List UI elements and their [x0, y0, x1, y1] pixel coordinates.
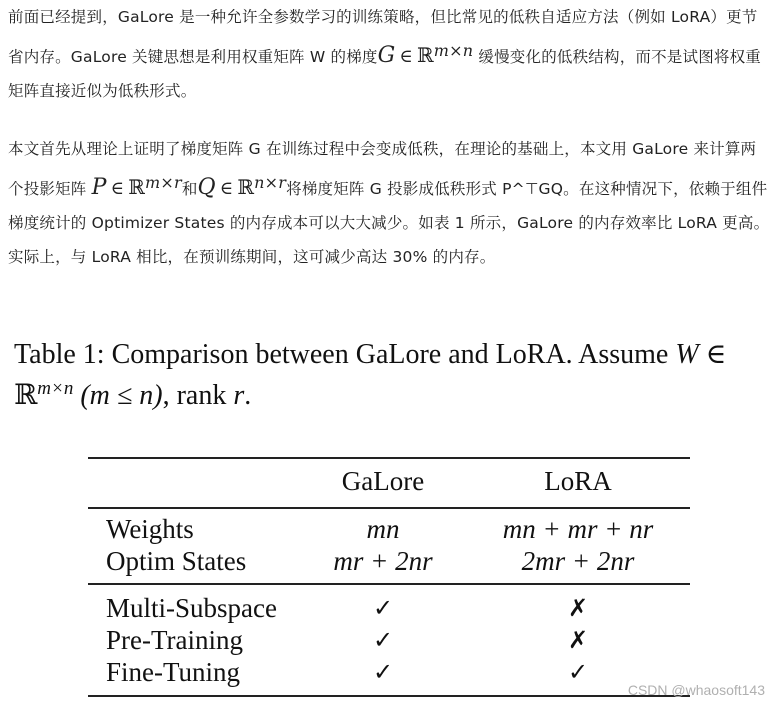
row-label-fine-tuning: Fine-Tuning [106, 657, 241, 687]
table-caption: Table 1: Comparison between GaLore and LoRA. Assume W ∈ ℝ$^{m\times n}$ (m ≤ n), rank r. [14, 339, 727, 411]
check-icon: ✓ [372, 626, 394, 654]
check-icon: ✓ [372, 594, 394, 622]
table-top-rule [88, 457, 690, 459]
header-lora: LoRA [544, 466, 612, 496]
watermark-text: CSDN @whaosoft143 [627, 682, 765, 698]
intro-text-2: 缓慢变化的低秩结构，而不是试图将权重矩阵直接近似为低秩形式。 [8, 48, 761, 100]
check-icon: ✓ [567, 658, 589, 686]
cell-lora-weights: mn + mr + nr [502, 514, 654, 544]
intro-text-1: 前面已经提到，GaLore 是一种允许全参数学习的训练策略，但比常见的低秩自适应方法（例如 LoRA）更节省内存。GaLore 关键思想是利用权重矩阵 W 的梯度 [8, 8, 758, 66]
row-label-optim-states: Optim States [106, 546, 247, 576]
cross-icon: ✗ [567, 626, 589, 654]
row-label-pre-training: Pre-Training [106, 625, 244, 655]
intro-paragraph [8, 0, 770, 108]
cell-galore-optim: mr + 2nr [333, 546, 433, 576]
method-text-1: 本文首先从理论上证明了梯度矩阵 G 在训练过程中会变成低秩，在理论的基础上，本文用 GaLore 来计算两个投影矩阵 [8, 140, 757, 198]
projection-p-formula: P ∈ ℝ$^{m\times r}$ [91, 173, 182, 200]
cell-lora-optim: 2mr + 2nr [521, 546, 635, 576]
table-bottom-rule [88, 695, 690, 697]
method-text-2: 将梯度矩阵 G 投影成低秩形式 P^⊤GQ。在这种情况下，依赖于组件梯度统计的 Optimizer States 的内存成本可以大大减少。如表 1 所示，GaLore 的内存效率比 LoRA 更高。实际上，与 LoRA 相比，在预训练期间，这可减少高达 30% 的内存。 [8, 180, 770, 266]
method-paragraph [8, 132, 770, 274]
header-galore: GaLore [341, 466, 425, 496]
cross-icon: ✗ [567, 594, 589, 622]
mid-rule [88, 583, 690, 585]
header-rule [88, 507, 690, 509]
method-text-and: 和 [181, 180, 198, 198]
row-label-multi-subspace: Multi-Subspace [106, 593, 277, 623]
row-label-weights: Weights [106, 514, 194, 544]
gradient-formula: G ∈ ℝ$^{m\times n}$ [377, 41, 474, 68]
projection-q-formula: Q ∈ ℝ$^{n\times r}$ [197, 173, 287, 200]
check-icon: ✓ [372, 658, 394, 686]
cell-galore-weights: mn [366, 514, 400, 544]
